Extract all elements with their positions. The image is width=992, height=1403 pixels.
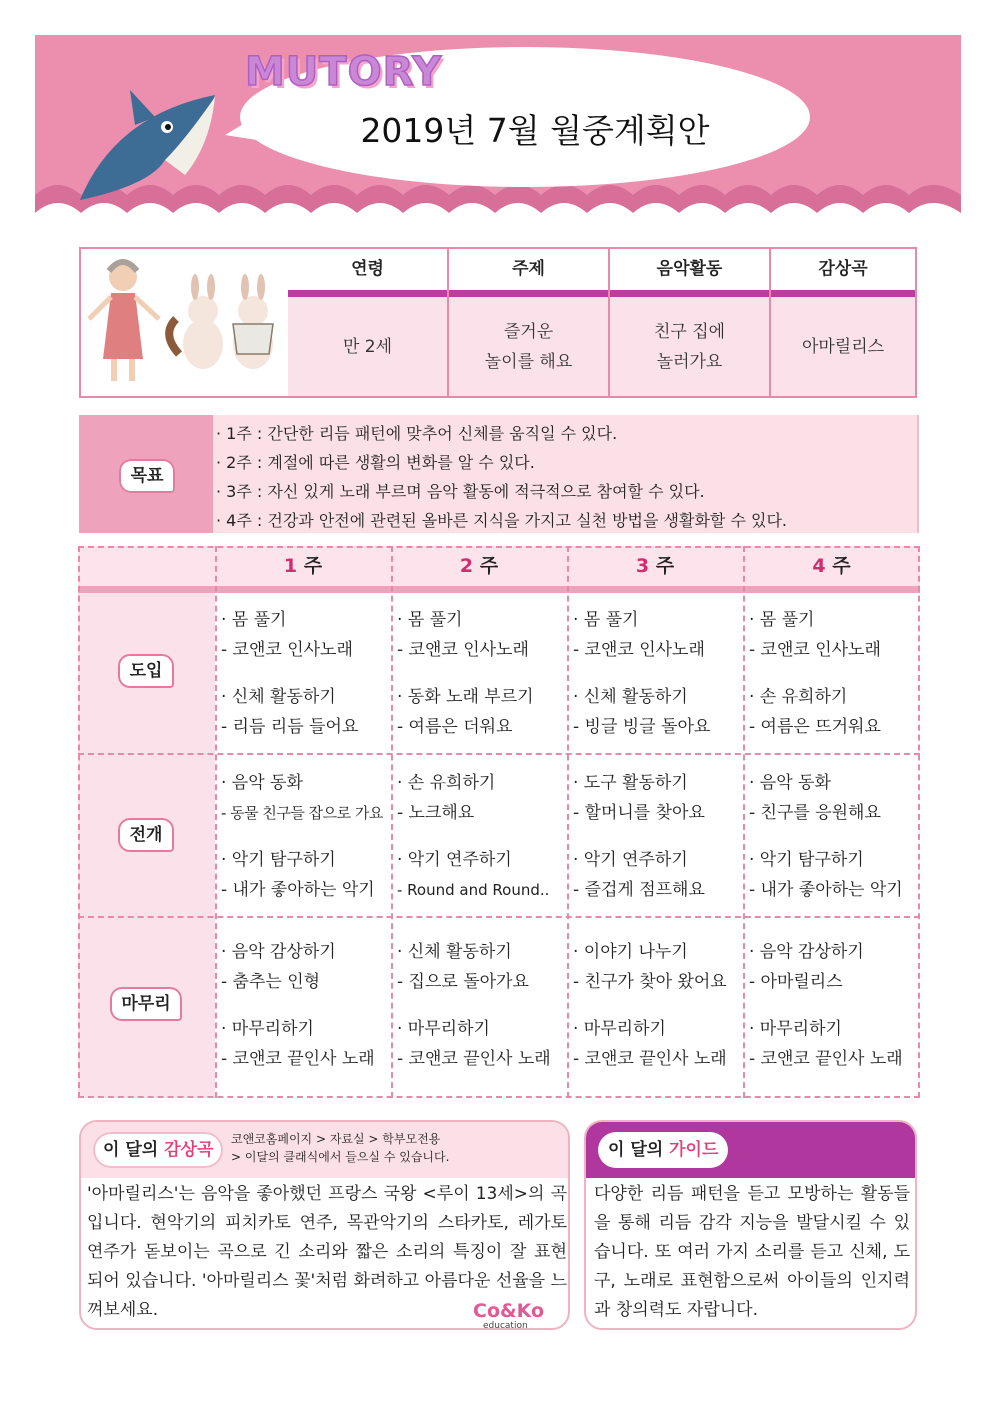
goal-item: · 2주 : 계절에 따른 생활의 변화를 알 수 있다.	[216, 453, 535, 472]
cell-line: - 노크해요	[397, 802, 475, 823]
cell-line: · 손 유희하기	[397, 773, 496, 793]
cell-line: - 집으로 돌아가요	[397, 971, 529, 992]
cell-line: - 할머니를 찾아요	[573, 802, 705, 823]
cell-line: · 마무리하기	[221, 1019, 314, 1039]
cell-line: · 음악 감상하기	[749, 942, 864, 962]
cell-line: · 마무리하기	[397, 1019, 490, 1039]
info-col-listening-song	[771, 249, 915, 396]
plan-cell	[749, 606, 881, 742]
goals-label-box	[79, 415, 213, 533]
title-accent: 감상곡	[164, 1140, 214, 1160]
coko-logo-sub: education	[483, 1321, 528, 1330]
guide-description: 다양한 리듬 패턴을 듣고 모방하는 활동들을 통해 리듬 감각 지능을 발달시킬 수 있습니다. 또 여러 가지 소리를 듣고 신체, 도구, 노래로 표현함으로써 아이들의 인지력과 창의력도 자랍니다.	[594, 1184, 910, 1320]
week-number: 1	[283, 555, 298, 577]
goal-item: · 1주 : 간단한 리듬 패턴에 맞추어 신체를 움직일 수 있다.	[216, 424, 618, 443]
plan-cell	[397, 769, 549, 905]
info-col-label: 연령	[288, 249, 447, 297]
cell-line: · 몸 풀기	[221, 610, 287, 630]
cell-line: · 악기 탐구하기	[749, 850, 864, 870]
cell-line: - 여름은 뜨거워요	[749, 716, 881, 737]
cell-line: - 코앤코 인사노래	[221, 639, 353, 660]
week-header-2	[391, 546, 567, 586]
cell-line: · 신체 활동하기	[397, 942, 512, 962]
cell-line: · 악기 연주하기	[573, 850, 688, 870]
divider	[78, 753, 920, 755]
divider	[215, 546, 217, 1098]
goal-item: · 4주 : 건강과 안전에 관련된 올바른 지식을 가지고 실천 방법을 생활화할 수 있다.	[216, 511, 787, 530]
info-col-value: 아마릴리스	[771, 297, 915, 396]
cell-line: · 악기 연주하기	[397, 850, 512, 870]
cell-line: · 동화 노래 부르기	[397, 687, 534, 707]
cell-line: · 도구 활동하기	[573, 773, 688, 793]
song-of-month-box	[79, 1120, 570, 1330]
plan-cell	[749, 938, 903, 1074]
goals-badge: 목표	[119, 459, 175, 493]
info-col-label: 감상곡	[771, 249, 915, 297]
week-number: 4	[812, 555, 826, 577]
info-col-label: 음악활동	[610, 249, 769, 297]
cell-line: - 친구가 찾아 왔어요	[573, 971, 727, 992]
divider	[391, 546, 393, 1098]
cell-line: - 코앤코 인사노래	[573, 639, 705, 660]
week-suffix: 주	[303, 555, 323, 577]
row-label-intro: 도입	[118, 654, 174, 688]
guide-of-month-box	[584, 1120, 917, 1330]
goals-section	[79, 415, 919, 533]
guide-box-title	[598, 1132, 728, 1168]
cell-line: - 친구를 응원해요	[749, 802, 881, 823]
cell-line: - 내가 좋아하는 악기	[221, 879, 375, 900]
cell-line: - 코앤코 끝인사 노래	[749, 1048, 903, 1069]
info-col-value: 만 2세	[288, 297, 447, 396]
info-col-value: 친구 집에 놀러가요	[610, 297, 769, 396]
info-col-theme	[449, 249, 610, 396]
song-description: '아마릴리스'는 음악을 좋아했던 프랑스 국왕 <루이 13세>의 곡입니다. 현악기의 피치카토 연주, 목관악기의 스타카토, 레가토 연주가 돋보이는 곡으로 긴 소리와 짧은 소리의 특징이 잘 표현 되어 있습니다. '아마릴리스 꽃'처럼 화려하고 아름다운 선율을 느껴보세요.	[87, 1184, 567, 1320]
week-number: 3	[635, 555, 650, 577]
week-suffix: 주	[479, 555, 499, 577]
cell-line: - Round and Round..	[397, 880, 550, 899]
plan-cell	[573, 769, 705, 905]
week-header-3	[567, 546, 743, 586]
info-col-music-activity	[610, 249, 771, 396]
cell-line: · 악기 탐구하기	[221, 850, 336, 870]
info-col-label: 주제	[449, 249, 608, 297]
cell-line: - 코앤코 인사노래	[749, 639, 881, 660]
info-col-age	[288, 249, 449, 396]
goal-item: · 3주 : 자신 있게 노래 부르며 음악 활동에 적극적으로 참여할 수 있다.	[216, 482, 705, 501]
cell-line: · 음악 감상하기	[221, 942, 336, 962]
cell-line: - 코앤코 인사노래	[397, 639, 529, 660]
cell-line: - 코앤코 끝인사 노래	[221, 1048, 375, 1069]
divider	[78, 916, 920, 918]
characters-illustration	[81, 249, 290, 396]
cell-line: - 코앤코 끝인사 노래	[573, 1048, 727, 1069]
cell-line: - 여름은 더워요	[397, 716, 513, 737]
cell-line: - 코앤코 끝인사 노래	[397, 1048, 551, 1069]
song-box-title	[93, 1132, 223, 1168]
plan-cell	[221, 769, 383, 905]
row-label-development: 전개	[118, 818, 174, 852]
info-table	[79, 247, 917, 398]
divider	[567, 546, 569, 1098]
row-label-closing: 마무리	[110, 987, 182, 1021]
cell-line: · 음악 동화	[221, 773, 303, 793]
week-suffix: 주	[832, 555, 851, 577]
cell-line: - 즐겁게 점프해요	[573, 879, 705, 900]
grandma-rabbits-image	[81, 249, 288, 396]
cell-line: - 아마릴리스	[749, 971, 843, 992]
plan-cell	[397, 938, 551, 1074]
cell-line: · 몸 풀기	[397, 610, 463, 630]
cell-line: - 리듬 리듬 들어요	[221, 716, 359, 737]
plan-cell	[397, 606, 534, 742]
cell-line: - 빙글 빙글 돌아요	[573, 716, 711, 737]
cell-line: · 손 유희하기	[749, 687, 848, 707]
coko-logo: Co&Ko	[473, 1300, 545, 1322]
cell-line: · 신체 활동하기	[573, 687, 688, 707]
song-location-path: 코앤코홈페이지 > 자료실 > 학부모전용 > 이달의 클래식에서 들으실 수 있습니다.	[231, 1132, 450, 1164]
plan-cell	[573, 606, 710, 742]
cell-line: - 내가 좋아하는 악기	[749, 879, 903, 900]
plan-cell	[221, 938, 375, 1074]
cell-line: · 마무리하기	[573, 1019, 666, 1039]
week-header-1	[215, 546, 391, 586]
title-prefix: 이 달의	[103, 1140, 165, 1160]
header-banner	[35, 35, 961, 235]
cell-line: · 이야기 나누기	[573, 942, 688, 962]
cell-line: · 신체 활동하기	[221, 687, 336, 707]
plan-cell	[573, 938, 727, 1074]
divider	[743, 546, 745, 1098]
page-title: 2019년 7월 월중계획안	[360, 111, 710, 150]
plan-cell	[221, 606, 358, 742]
cell-line: - 춤추는 인형	[221, 971, 321, 992]
cell-line: · 음악 동화	[749, 773, 831, 793]
weekly-plan-table	[78, 546, 920, 1098]
title-prefix: 이 달의	[608, 1140, 670, 1160]
cell-line: · 몸 풀기	[749, 610, 815, 630]
cell-line: - 동물 친구들 잡으로 가요	[221, 803, 383, 822]
title-accent: 가이드	[669, 1140, 719, 1160]
cell-line: · 마무리하기	[749, 1019, 842, 1039]
week-header-4	[743, 546, 920, 586]
week-number: 2	[459, 555, 474, 577]
week-suffix: 주	[655, 555, 675, 577]
info-col-value: 즐거운 놀이를 해요	[449, 297, 608, 396]
brand-logo: MUTORY	[245, 49, 443, 95]
cell-line: · 몸 풀기	[573, 610, 639, 630]
plan-cell	[749, 769, 903, 905]
goals-list	[213, 415, 919, 533]
